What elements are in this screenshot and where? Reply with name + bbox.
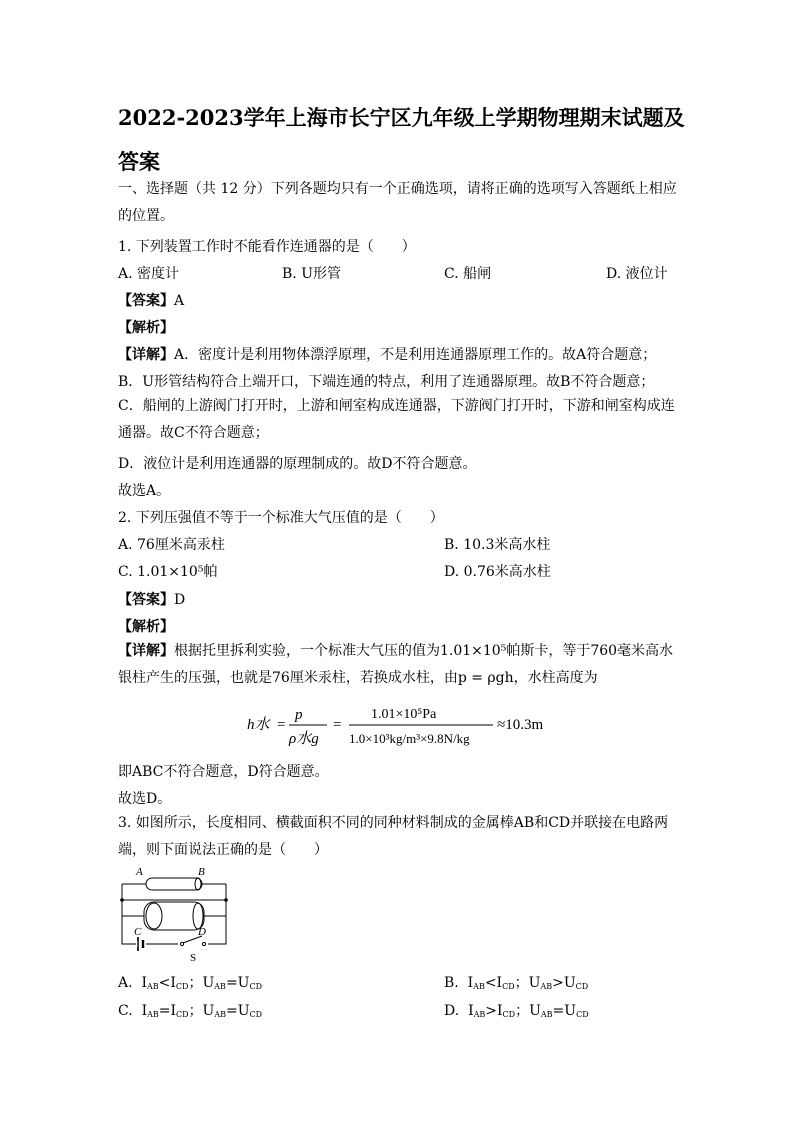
label-b: B [198,866,205,878]
formula-frac2-den: 1.0×10³kg/m³×9.8N/kg [349,731,470,746]
q3-option-a: A. IAB<ICD；UAB=UCD [118,975,263,991]
q1-option-b: B. U形管 [282,266,341,282]
q3-option-b: B. IAB<ICD；UAB>UCD [444,975,589,991]
q2-after-formula: 即ABC不符合题意，D符合题意。 [118,764,329,780]
parallel-circuit-diagram [118,864,238,964]
q2-detail [118,638,678,692]
q2-answer [118,589,185,609]
detail-text: 根据托里拆利实验，一个标准大气压的值为1.01×10⁵帕斯卡，等于760毫米高水银柱产生的压强，也就是76厘米汞柱，若换成水柱，由p = ρgh，水柱高度为 [118,643,674,686]
q1-detail-line-2: B．U形管结构符合上端开口，下端连通的特点，利用了连通器原理。故B不符合题意； [118,374,655,390]
rod-ab [146,878,202,890]
detail-text: A．密度计是利用物体漂浮原理，不是利用连通器原理工作的。故A符合题意； [174,347,657,363]
svg-text:=: = [333,717,342,733]
svg-text:=: = [277,717,286,733]
q1-analysis-label: 【解析】 [118,320,174,336]
q1-detail-line-1 [118,344,656,364]
answer-label: 【答案】 [118,592,174,608]
question-3-stem: 3. 如图所示，长度相同、横截面积不同的同种材料制成的金属棒AB和CD并联接在电路两端，则下面说法正确的是（ ） [118,815,669,858]
answer-value: D [174,592,186,608]
formula-lhs: h水 [247,717,270,733]
section-heading: 一、选择题（共 12 分）下列各题均只有一个正确选项，请将正确的选项写入答题纸上相应的位置。 [118,181,677,224]
q1-option-a: A. 密度计 [118,266,180,282]
answer-label: 【答案】 [118,293,174,309]
label-a: A [136,866,143,878]
q1-detail-line-3: C．船闸的上游阀门打开时，上游和闸室构成连通器，下游阀门打开时，下游和闸室构成连通器。故C不符合题意； [118,398,675,441]
q1-detail-line-4: D．液位计是利用连通器的原理制成的。故D不符合题意。 [118,456,477,472]
formula-frac1-den: ρ水g [289,731,319,747]
q2-option-b: B. 10.3米高水柱 [444,537,551,553]
formula-frac1-num: p [295,707,303,723]
detail-label: 【详解】 [118,347,174,363]
q1-option-d: D. 液位计 [606,266,668,282]
label-d: D [198,926,206,938]
q2-option-c: C. 1.01×10⁵帕 [118,564,218,580]
water-column-formula [245,700,575,750]
q3-option-c: C. IAB=ICD；UAB=UCD [118,1003,263,1019]
detail-label: 【详解】 [118,643,174,659]
q2-analysis-label: 【解析】 [118,619,174,635]
label-c: C [134,926,142,938]
question-2-stem: 2. 下列压强值不等于一个标准大气压值的是（ ） [118,510,444,526]
q2-option-a: A. 76厘米高汞柱 [118,537,225,553]
q2-option-d: D. 0.76米高水柱 [444,564,551,580]
q1-option-c: C. 船闸 [444,266,492,282]
q1-conclusion: 故选A。 [118,483,171,499]
answer-value: A [174,293,185,309]
formula-frac2-num: 1.01×10⁵Pa [371,707,437,722]
question-1-stem: 1. 下列装置工作时不能看作连通器的是（ ） [118,239,416,255]
label-s: S [190,952,197,964]
formula-result: ≈10.3m [497,717,544,733]
q1-answer [118,290,184,310]
q3-option-d: D. IAB>ICD；UAB=UCD [444,1003,589,1019]
page-title: 2022-2023学年上海市长宁区九年级上学期物理期末试题及答案 [118,105,685,174]
q2-conclusion: 故选D。 [118,791,172,807]
